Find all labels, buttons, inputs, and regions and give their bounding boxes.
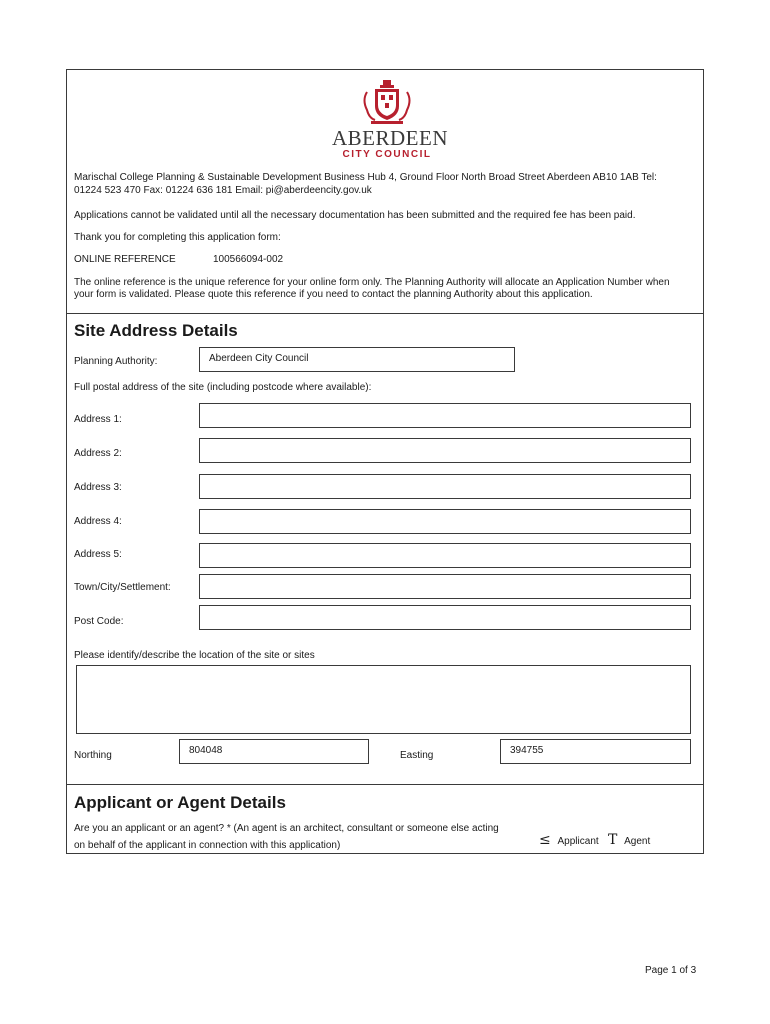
online-reference-value: 100566094-002 bbox=[213, 254, 284, 265]
form-frame bbox=[66, 69, 704, 854]
address-2-field[interactable] bbox=[199, 438, 691, 463]
address-1-label: Address 1: bbox=[74, 414, 122, 425]
applicant-radio-icon[interactable]: ≤ bbox=[539, 832, 551, 848]
location-description-field[interactable] bbox=[76, 665, 691, 734]
town-field[interactable] bbox=[199, 574, 691, 599]
planning-authority-field[interactable]: Aberdeen City Council bbox=[199, 347, 515, 372]
agent-option-label: Agent bbox=[624, 836, 651, 847]
address-3-field[interactable] bbox=[199, 474, 691, 499]
reference-note-line-2: your form is validated. Please quote this reference if you need to contact the planning Authority about this application. bbox=[74, 289, 593, 300]
easting-label: Easting bbox=[400, 750, 434, 761]
online-reference-label: ONLINE REFERENCE bbox=[74, 254, 176, 265]
applicant-question-line-1: Are you an applicant or an agent? * (An agent is an architect, consultant or someone else acting bbox=[74, 823, 499, 834]
site-address-heading: Site Address Details bbox=[74, 321, 238, 340]
council-logo bbox=[332, 78, 448, 160]
location-label: Please identify/describe the location of the site or sites bbox=[74, 650, 315, 661]
postal-address-intro: Full postal address of the site (including postcode where available): bbox=[74, 382, 372, 393]
applicant-question-line-2: on behalf of the applicant in connection with this application) bbox=[74, 840, 341, 851]
address-3-label: Address 3: bbox=[74, 482, 122, 493]
section-divider bbox=[67, 313, 703, 314]
section-divider bbox=[67, 784, 703, 785]
northing-field[interactable]: 804048 bbox=[179, 739, 369, 764]
applicant-option-label: Applicant bbox=[557, 836, 599, 847]
easting-field[interactable]: 394755 bbox=[500, 739, 691, 764]
post-code-label: Post Code: bbox=[74, 616, 124, 627]
address-4-field[interactable] bbox=[199, 509, 691, 534]
coat-of-arms-icon bbox=[357, 78, 417, 126]
address-4-label: Address 4: bbox=[74, 516, 122, 527]
address-1-field[interactable] bbox=[199, 403, 691, 428]
agent-option[interactable] bbox=[608, 834, 650, 848]
address-5-label: Address 5: bbox=[74, 549, 122, 560]
planning-authority-label: Planning Authority: bbox=[74, 356, 158, 367]
applicant-heading: Applicant or Agent Details bbox=[74, 793, 286, 812]
applicant-option[interactable] bbox=[539, 834, 599, 848]
logo-subtitle: CITY COUNCIL bbox=[342, 149, 432, 160]
post-code-field[interactable] bbox=[199, 605, 691, 630]
thanks-text: Thank you for completing this application form: bbox=[74, 232, 281, 243]
northing-label: Northing bbox=[74, 750, 112, 761]
contact-line-1: Marischal College Planning & Sustainable Development Business Hub 4, Ground Floor North Broad Street Aberdeen AB10 1AB Tel: bbox=[74, 172, 657, 183]
page-number: Page 1 of 3 bbox=[645, 965, 697, 976]
town-label: Town/City/Settlement: bbox=[74, 582, 171, 593]
address-5-field[interactable] bbox=[199, 543, 691, 568]
agent-radio-icon[interactable]: T bbox=[608, 832, 618, 848]
contact-line-2: 01224 523 470 Fax: 01224 636 181 Email: pi@aberdeencity.gov.uk bbox=[74, 185, 372, 196]
reference-note-line-1: The online reference is the unique reference for your online form only. The Planning Authority will allocate an Application Number when bbox=[74, 277, 670, 288]
validation-note: Applications cannot be validated until all the necessary documentation has been submitted and the required fee has been paid. bbox=[74, 210, 636, 221]
address-2-label: Address 2: bbox=[74, 448, 122, 459]
logo-wordmark: ABERDEEN bbox=[332, 126, 448, 150]
